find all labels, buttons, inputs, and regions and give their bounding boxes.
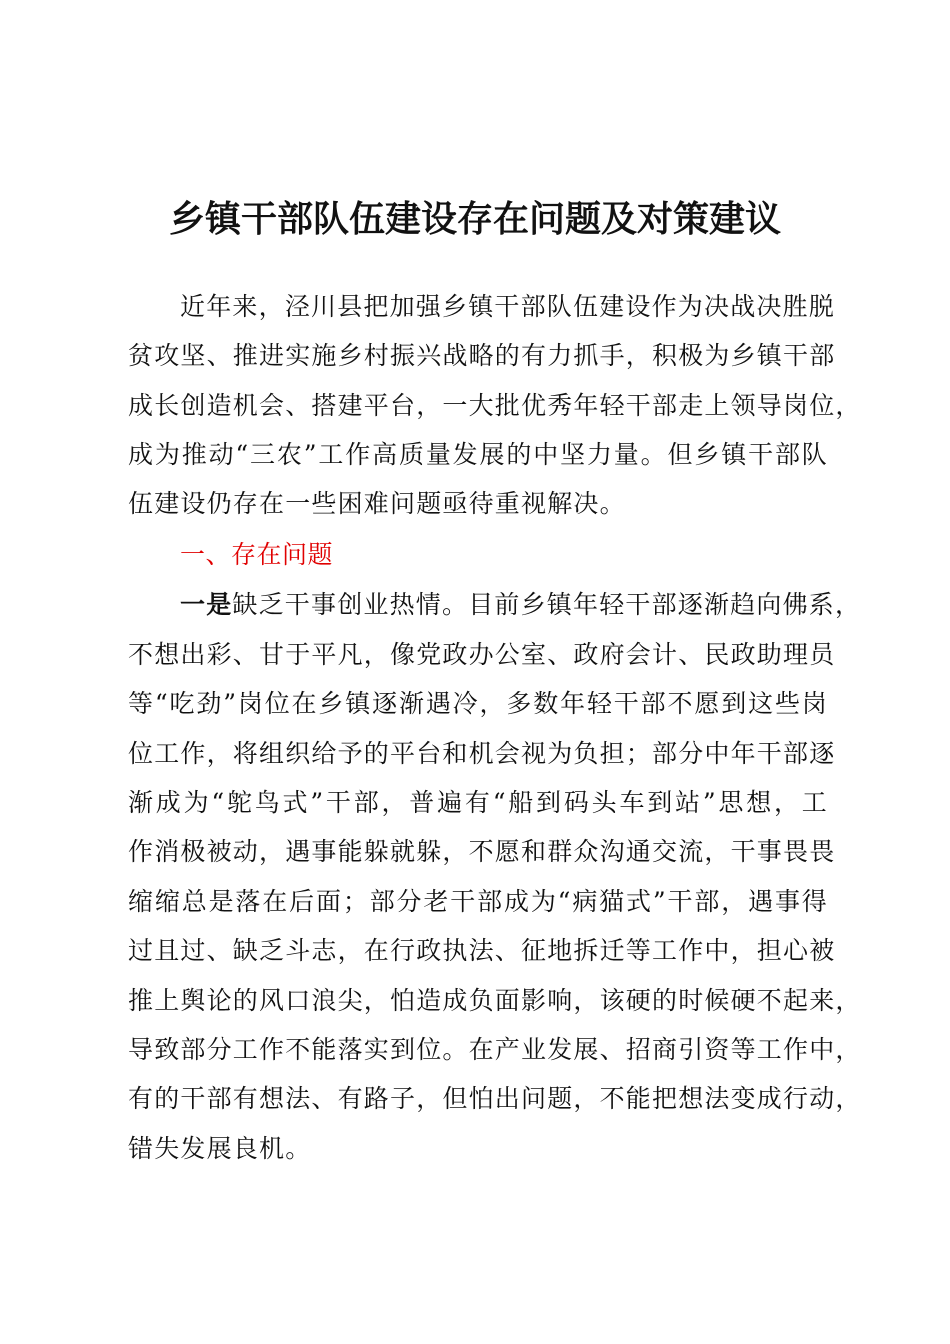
point-line: 缩缩总是落在后面；部分老干部成为“病猫式”干部，遇事得 <box>128 887 828 916</box>
point-line: 渐成为“鸵鸟式”干部，普遍有“船到码头车到站”思想，工 <box>128 788 828 817</box>
point-line: 过且过、缺乏斗志，在行政执法、征地拆迁等工作中，担心被 <box>128 936 836 965</box>
point-line: 位工作，将组织给予的平台和机会视为负担；部分中年干部逐 <box>128 739 836 768</box>
document-title: 乡镇干部队伍建设存在问题及对策建议 <box>168 199 781 240</box>
point-line: 导致部分工作不能落实到位。在产业发展、招商引资等工作中， <box>128 1035 862 1064</box>
point-line: 错失发展良机。 <box>128 1134 312 1163</box>
intro-line: 伍建设仍存在一些困难问题亟待重视解决。 <box>128 489 626 518</box>
point-first-text: 缺乏干事创业热情。目前乡镇年轻干部逐渐趋向佛系， <box>232 590 862 619</box>
point-line: 推上舆论的风口浪尖，怕造成负面影响，该硬的时候硬不起来， <box>128 986 862 1015</box>
intro-line: 成为推动“三农”工作高质量发展的中坚力量。但乡镇干部队 <box>128 440 828 469</box>
intro-line: 近年来，泾川县把加强乡镇干部队伍建设作为决战决胜脱 <box>180 292 836 321</box>
point-line: 作消极被动，遇事能躲就躲，不愿和群众沟通交流，干事畏畏 <box>128 837 836 866</box>
section-heading: 一、存在问题 <box>180 540 334 569</box>
point-first-line <box>180 590 862 620</box>
intro-line: 贫攻坚、推进实施乡村振兴战略的有力抓手，积极为乡镇干部 <box>128 341 836 370</box>
intro-line: 成长创造机会、搭建平台，一大批优秀年轻干部走上领导岗位， <box>128 391 862 420</box>
point-line: 有的干部有想法、有路子，但怕出问题，不能把想法变成行动， <box>128 1084 862 1113</box>
point-line: 不想出彩、甘于平凡，像党政办公室、政府会计、民政助理员 <box>128 640 836 669</box>
point-lead: 一是 <box>180 590 233 619</box>
point-line: 等“吃劲”岗位在乡镇逐渐遇冷，多数年轻干部不愿到这些岗 <box>128 689 828 718</box>
